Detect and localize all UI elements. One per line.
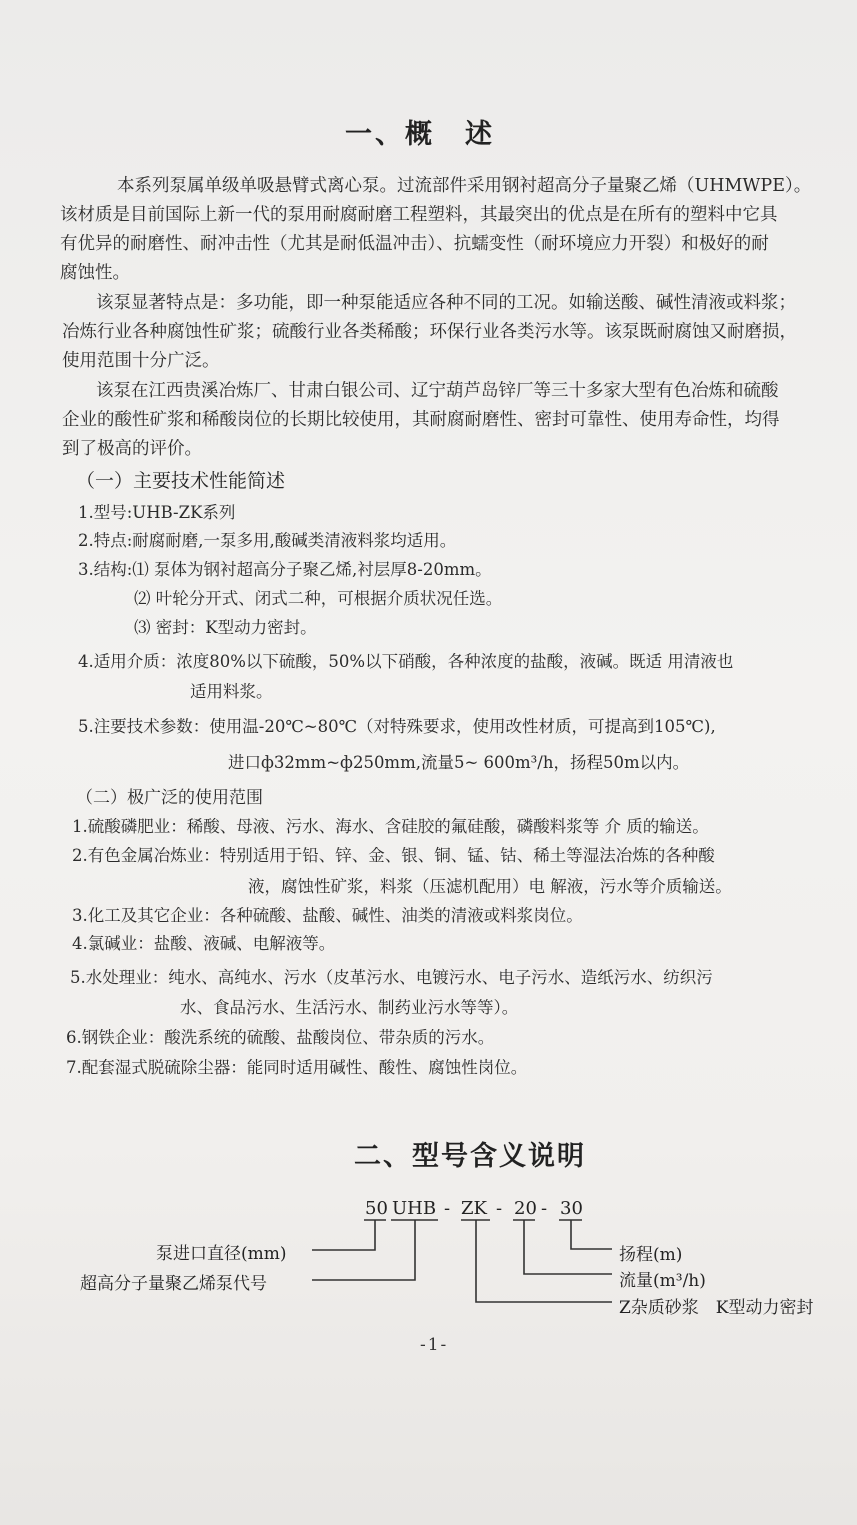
code-dash: -: [541, 1198, 548, 1219]
section1-title: 一、概 述: [345, 119, 495, 150]
spec-line: 5.注要技术参数：使用温-20℃~80℃（对特殊要求，使用改性材质，可提高到105℃),: [78, 717, 716, 736]
usage-line: 5.水处理业：纯水、高纯水、污水（皮革污水、电镀污水、电子污水、造纸污水、纺织污: [70, 968, 713, 987]
intro-line: 使用范围十分广泛。: [62, 351, 220, 371]
intro-line: 有优异的耐磨性、耐冲击性（尤其是耐低温冲击）、抗蠕变性（耐环境应力开裂）和极好的耐: [60, 234, 769, 254]
code-dash: -: [444, 1198, 451, 1219]
section2-title: 二、型号含义说明: [354, 1141, 586, 1172]
spec-line: 1.型号:UHB-ZK系列: [78, 503, 236, 522]
intro-line: 冶炼行业各种腐蚀性矿浆；硫酸行业各类稀酸；环保行业各类污水等。该泵既耐腐蚀又耐磨损，: [62, 322, 797, 342]
page-number: -1-: [420, 1335, 449, 1355]
label-head: 扬程(m): [619, 1245, 683, 1265]
code-inlet: 50: [365, 1198, 388, 1219]
usage-line: 液，腐蚀性矿浆，料浆（压滤机配用）电 解液，污水等介质输送。: [248, 877, 732, 896]
code-type: ZK: [461, 1198, 487, 1219]
code-head: 30: [560, 1198, 583, 1219]
subsection-title: （二）极广泛的使用范围: [76, 788, 263, 808]
intro-line: 到了极高的评价。: [62, 439, 202, 459]
usage-line: 7.配套湿式脱硫除尘器：能同时适用碱性、酸性、腐蚀性岗位。: [66, 1058, 528, 1077]
intro-line: 该泵显著特点是：多功能，即一种泵能适应各种不同的工况。如输送酸、碱性清液或料浆；: [96, 293, 796, 313]
label-inlet-diameter: 泵进口直径(mm): [156, 1244, 287, 1264]
usage-line: 水、食品污水、生活污水、制药业污水等等）。: [180, 998, 519, 1017]
label-seal-type: Z杂质砂浆 K型动力密封: [619, 1298, 814, 1318]
spec-line: ⑵ 叶轮分开式、闭式二种，可根据介质状况任选。: [134, 589, 503, 608]
usage-line: 2.有色金属冶炼业：特别适用于铅、锌、金、银、铜、锰、钴、稀土等湿法冶炼的各种酸: [72, 846, 715, 865]
code-series: UHB: [392, 1198, 437, 1219]
label-flow: 流量(m³/h): [619, 1271, 706, 1291]
spec-line: ⑶ 密封：K型动力密封。: [134, 618, 317, 637]
code-flow: 20: [514, 1198, 537, 1219]
spec-line: 3.结构:⑴ 泵体为钢衬超高分子聚乙烯,衬层厚8-20mm。: [78, 560, 492, 579]
intro-line: 该泵在江西贵溪冶炼厂、甘肃白银公司、辽宁葫芦岛锌厂等三十多家大型有色冶炼和硫酸: [96, 381, 779, 401]
usage-line: 6.钢铁企业：酸洗系统的硫酸、盐酸岗位、带杂质的污水。: [66, 1028, 495, 1047]
spec-line: 进口ф32mm~ф250mm,流量5~ 600m³/h，扬程50m以内。: [228, 753, 690, 772]
spec-line: 2.特点:耐腐耐磨,一泵多用,酸碱类清液料浆均适用。: [78, 531, 457, 550]
intro-line: 腐蚀性。: [60, 263, 130, 283]
subsection-title: （一）主要技术性能简述: [76, 470, 286, 492]
intro-line: 本系列泵属单级单吸悬臂式离心泵。过流部件采用钢衬超高分子量聚乙烯（UHMWPE）。: [117, 176, 812, 196]
label-pump-code: 超高分子量聚乙烯泵代号: [80, 1274, 267, 1294]
spec-line: 4.适用介质：浓度80%以下硫酸，50%以下硝酸，各种浓度的盐酸，液碱。既适 用清液也: [78, 652, 734, 671]
intro-line: 该材质是目前国际上新一代的泵用耐腐耐磨工程塑料，其最突出的优点是在所有的塑料中它具: [60, 205, 778, 225]
usage-line: 3.化工及其它企业：各种硫酸、盐酸、碱性、油类的清液或料浆岗位。: [72, 906, 583, 925]
usage-line: 1.硫酸磷肥业：稀酸、母液、污水、海水、含硅胶的氟硅酸，磷酸料浆等 介 质的输送。: [72, 817, 709, 836]
usage-line: 4.氯碱业：盐酸、液碱、电解液等。: [72, 934, 336, 953]
spec-line: 适用料浆。: [190, 682, 273, 701]
code-dash: -: [496, 1198, 503, 1219]
intro-line: 企业的酸性矿浆和稀酸岗位的长期比较使用，其耐腐耐磨性、密封可靠性、使用寿命性，均得: [62, 410, 780, 430]
